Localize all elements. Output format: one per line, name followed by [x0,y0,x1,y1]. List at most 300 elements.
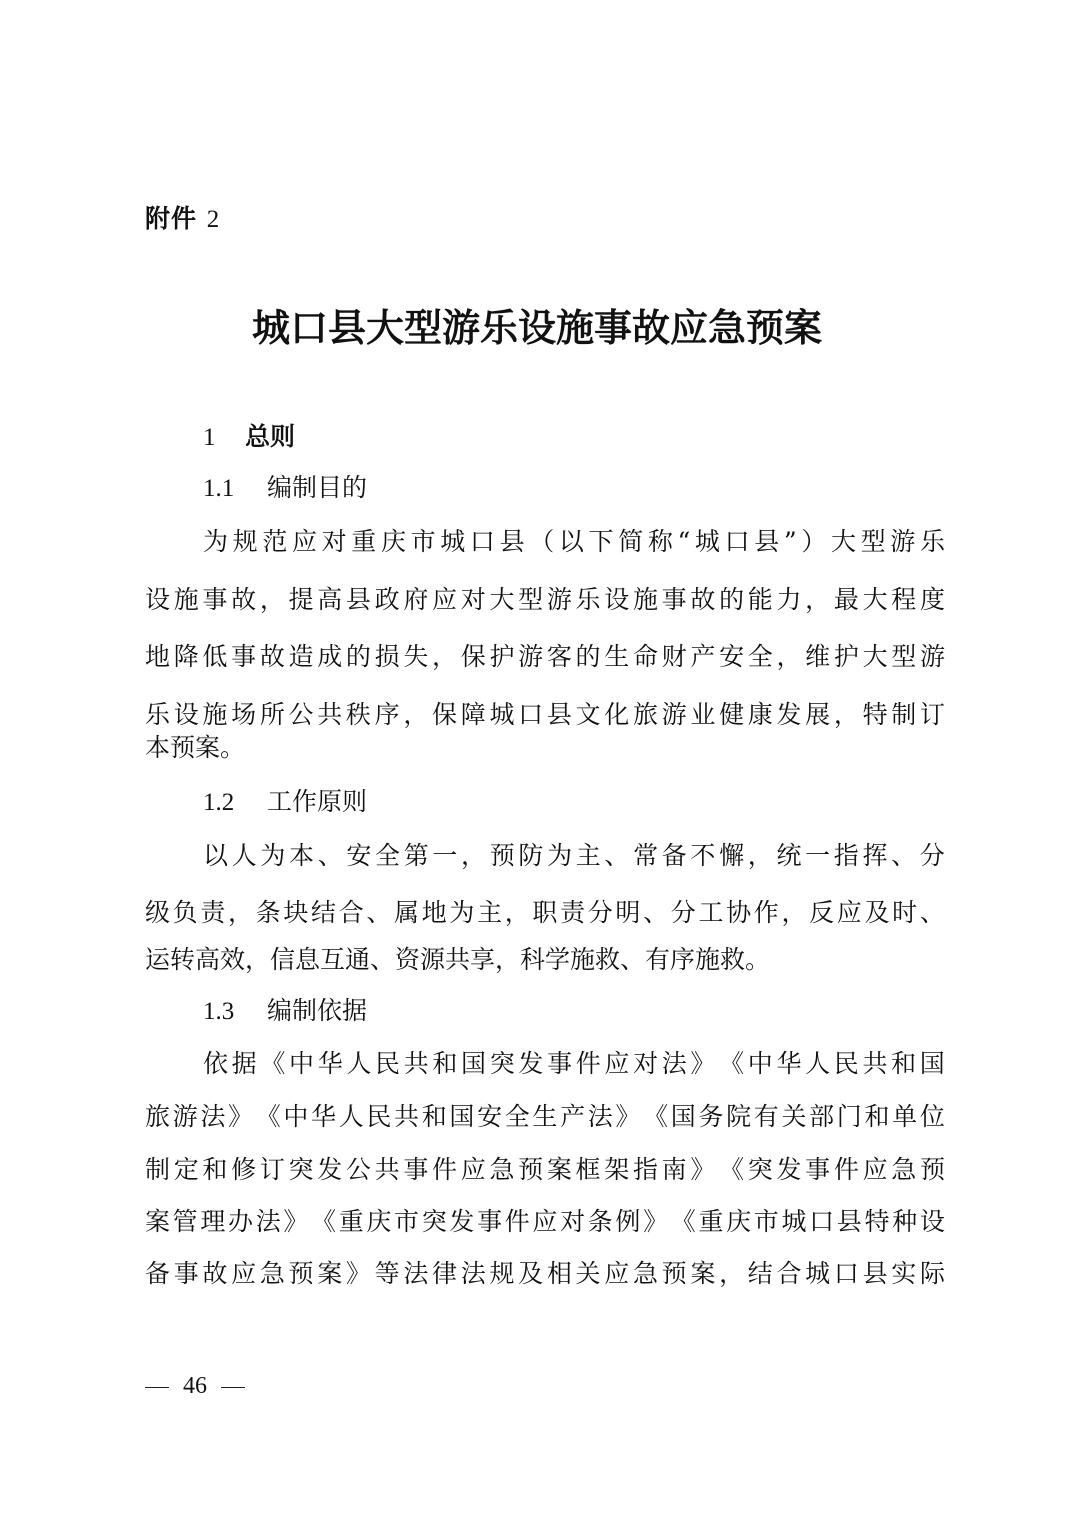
text-char: 口 [724,527,750,556]
text-char: 和 [421,1102,447,1131]
text-char: 人 [346,1049,372,1078]
text-char: 不 [690,841,716,870]
text-char: 框 [575,1155,601,1184]
text-char: 口 [469,527,495,556]
text-char: 游 [661,700,687,729]
text-char: 发 [518,1049,544,1078]
text-char: 案 [145,1207,171,1236]
text-char: 业 [690,700,716,729]
text-char: 事 [403,1155,429,1184]
text-char: 法 [661,1049,687,1078]
text-char: 、 [604,841,630,870]
footer-dash-right [221,1387,245,1388]
text-char: 协 [726,898,752,927]
text-char: 事 [547,1049,573,1078]
text-char: 所 [259,700,285,729]
text-char: 华 [311,1102,337,1131]
text-char: 全 [747,642,773,671]
text-char: 订 [919,700,945,729]
text-char: 展 [805,700,831,729]
text-char: 应 [460,1155,486,1184]
text-char: 下 [588,527,614,556]
paragraph-line [203,1044,945,1084]
text-char: 《 [670,1207,696,1236]
text-char: 》 [228,1102,254,1131]
text-char: 法 [460,1259,486,1288]
text-char: 共 [862,1049,888,1078]
text-char: 属 [394,898,420,927]
text-char: 县 [862,1259,888,1288]
text-char: 门 [836,1102,862,1131]
text-char: 大 [862,642,888,671]
text-char: 种 [892,1207,918,1236]
text-char: 应 [231,1259,257,1288]
text-char: 分 [919,841,945,870]
text-char: 块 [283,898,309,927]
text-char: 据 [231,1049,257,1078]
text-char: 人 [805,1049,831,1078]
text-char: 合 [338,898,364,927]
text-char: 乐 [575,585,601,614]
text-char: 民 [833,1049,859,1078]
text-char: 件 [504,1207,530,1236]
text-char: 造 [288,642,314,671]
text-char: 设 [919,1207,945,1236]
text-char: 作 [753,898,779,927]
text-char: 急 [891,1155,917,1184]
text-char: “ [677,527,691,556]
text-char: 游 [890,527,916,556]
text-char: 懈 [719,841,745,870]
text-char: 单 [892,1102,918,1131]
text-char: 民 [375,1049,401,1078]
text-char: 损 [374,642,400,671]
text-char: 急 [259,1259,285,1288]
text-char: 力 [776,585,802,614]
text-char: 能 [747,585,773,614]
text-char: 命 [632,642,658,671]
text-char: 《 [643,1102,669,1131]
text-char: 序 [374,700,400,729]
text-char: 发 [776,1155,802,1184]
text-char: 、 [891,841,917,870]
paragraph-line [145,637,945,677]
text-char: 《 [719,1155,745,1184]
paragraph-line [145,580,945,620]
text-char: 游 [919,642,945,671]
paragraph-line [145,1254,945,1294]
paragraph-line [145,1097,945,1137]
attachment-label [145,199,220,240]
text-char: 部 [809,1102,835,1131]
text-char: 发 [317,1155,343,1184]
text-char: 施 [632,585,658,614]
text-char: 康 [747,700,773,729]
section-title: 工作原则 [267,787,368,816]
text-char: 人 [338,1102,364,1131]
text-char: 中 [747,1049,773,1078]
text-char: 及 [518,1259,544,1288]
text-char: 急 [632,1259,658,1288]
text-char: 文 [575,700,601,729]
text-char: ， [461,841,487,870]
text-char: 县 [754,527,780,556]
text-char: 乐 [919,527,945,556]
text-char: 例 [615,1207,641,1236]
text-char: （ [529,527,555,556]
text-char: 《 [260,1049,286,1078]
text-char: 故 [202,1259,228,1288]
text-char: 保 [432,700,458,729]
text-char: 条 [587,1207,613,1236]
text-char: 口 [518,700,544,729]
text-char: 结 [747,1259,773,1288]
text-char: 施 [202,700,228,729]
text-char: 城 [694,527,720,556]
text-char: 府 [403,585,429,614]
text-char: 修 [231,1155,257,1184]
text-char: 产 [690,642,716,671]
text-char: 华 [776,1049,802,1078]
text-char: 《 [719,1049,745,1078]
text-char: 生 [532,1102,558,1131]
text-char: 实 [891,1259,917,1288]
section-number: 1.3 [203,998,235,1025]
text-char: 挥 [862,841,888,870]
text-char: 负 [172,898,198,927]
text-char: 重 [351,527,377,556]
text-char: 称 [647,527,673,556]
text-char: 应 [432,585,458,614]
text-char: 安 [346,841,372,870]
text-char: 降 [173,642,199,671]
text-char: 生 [604,642,630,671]
text-char: 一 [805,841,831,870]
text-char: 规 [232,527,258,556]
text-char: 失 [403,642,429,671]
text-char: 国 [461,1049,487,1078]
page-number: 46 [183,1373,207,1399]
text-char: 应 [862,1155,888,1184]
text-char: 城 [781,1207,807,1236]
text-char: 南 [661,1155,687,1184]
text-char: 重 [338,1207,364,1236]
text-char: 级 [145,898,171,927]
text-char: 应 [291,527,317,556]
text-char: 预 [288,1259,314,1288]
text-char: 法 [255,1207,281,1236]
text-char: 县 [836,1207,862,1236]
text-char: 及 [864,898,890,927]
paragraph-line [203,522,945,562]
text-char: 和 [864,1102,890,1131]
text-char: 相 [546,1259,572,1288]
text-char: ， [805,585,831,614]
text-char: 庆 [726,1207,752,1236]
text-char: 故 [259,642,285,671]
paragraph-line [145,1202,945,1242]
text-char: 人 [231,841,257,870]
text-char: 预 [489,841,515,870]
text-char: 规 [489,1259,515,1288]
section-number: 1.2 [203,789,235,816]
text-char: 应 [532,1207,558,1236]
text-char: 件 [432,1155,458,1184]
paragraph-line: 运转高效，信息互通、资源共享，科学施救、有序施救。 [145,945,771,974]
text-char: 安 [477,1102,503,1131]
text-char: 庆 [366,1207,392,1236]
text-char: 县 [546,700,572,729]
text-char: 、 [366,898,392,927]
text-char: 和 [202,1155,228,1184]
text-char: 突 [288,1155,314,1184]
text-char: 公 [288,700,314,729]
text-char: 县 [345,585,371,614]
text-char: 》 [690,1155,716,1184]
text-char: 产 [560,1102,586,1131]
text-char: 范 [262,527,288,556]
text-char: 、 [919,898,945,927]
text-char: 的 [345,642,371,671]
text-char: 法 [587,1102,613,1131]
text-char: 责 [200,898,226,927]
text-char: 公 [345,1155,371,1184]
text-char: 指 [632,1155,658,1184]
text-char: 急 [489,1155,515,1184]
text-char: 分 [670,898,696,927]
text-char: 突 [489,1049,515,1078]
text-char: 乐 [145,700,171,729]
text-char: 大 [862,585,888,614]
text-char: 特 [862,700,888,729]
text-char: 应 [604,1049,630,1078]
section-title: 编制依据 [267,996,368,1025]
text-char: 架 [604,1155,630,1184]
text-char: 设 [173,700,199,729]
text-char: 游 [172,1102,198,1131]
text-char: 分 [587,898,613,927]
text-char: ， [403,700,429,729]
text-char: 保 [460,642,486,671]
text-char: 对 [560,1207,586,1236]
text-char: 护 [833,642,859,671]
text-char: 旅 [632,700,658,729]
text-char: 为 [203,527,229,556]
text-char: 游 [518,642,544,671]
text-char: 型 [860,527,886,556]
text-char: 法 [200,1102,226,1131]
text-char: 安 [719,642,745,671]
text-char: 共 [394,1102,420,1131]
text-char: 等 [374,1259,400,1288]
text-char: 理 [200,1207,226,1236]
text-char: 件 [833,1155,859,1184]
paragraph-line [203,836,945,876]
text-char: 定 [173,1155,199,1184]
text-char: 为 [260,841,286,870]
section-heading-1 [203,417,295,458]
text-char: 的 [575,642,601,671]
text-char: 发 [449,1207,475,1236]
text-char: ， [719,1259,745,1288]
text-char: 事 [202,585,228,614]
paragraph-line [145,893,945,933]
text-char: 》 [345,1259,371,1288]
text-char: 民 [366,1102,392,1131]
text-char: 案 [546,1155,572,1184]
text-char: 和 [432,1049,458,1078]
text-char: 市 [394,1207,420,1236]
text-char: 事 [661,585,687,614]
text-char: 健 [719,700,745,729]
text-char: 合 [776,1259,802,1288]
text-char: 对 [321,527,347,556]
text-char: 关 [781,1102,807,1131]
text-char: 》 [690,1049,716,1078]
text-char: 律 [432,1259,458,1288]
text-char: ， [259,585,285,614]
text-char: 国 [919,1049,945,1078]
text-char: ） [801,527,827,556]
text-char: 务 [698,1102,724,1131]
text-char: 办 [228,1207,254,1236]
text-char: 国 [449,1102,475,1131]
text-char: 事 [477,1207,503,1236]
text-char: 主 [477,898,503,927]
text-char: 中 [289,1049,315,1078]
text-char: 度 [919,585,945,614]
text-char: 庆 [380,527,406,556]
text-char: 第 [403,841,429,870]
text-char: 设 [145,585,171,614]
text-char: 高 [317,585,343,614]
text-char: 职 [532,898,558,927]
text-char: ， [833,700,859,729]
text-char: 共 [403,1049,429,1078]
text-char: 障 [460,700,486,729]
text-char: 明 [615,898,641,927]
document-title: 城口县大型游乐设施事故应急预案 [251,305,822,350]
attachment-text: 附件 [145,204,198,233]
text-char: 管 [172,1207,198,1236]
text-char: 应 [604,1259,630,1288]
section-heading-1-1 [203,468,367,509]
text-char: 《 [311,1207,337,1236]
text-char: 有 [753,1102,779,1131]
text-char: 预 [661,1259,687,1288]
text-char: 以 [203,841,229,870]
text-char: 城 [440,527,466,556]
text-char: 特 [864,1207,890,1236]
text-char: 订 [259,1155,285,1184]
text-char: 、 [317,841,343,870]
text-char: 常 [633,841,659,870]
text-char: 制 [891,700,917,729]
text-char: 中 [283,1102,309,1131]
section-number: 1 [203,424,216,451]
text-char: 城 [805,1259,831,1288]
text-char: 秩 [345,700,371,729]
text-char: 故 [231,585,257,614]
text-char: 备 [145,1259,171,1288]
text-char: 案 [317,1259,343,1288]
text-char: 对 [460,585,486,614]
text-char: 发 [776,700,802,729]
text-char: 》 [615,1102,641,1131]
text-char: 依 [203,1049,229,1078]
text-char: 口 [833,1259,859,1288]
text-char: ， [504,898,530,927]
text-char: 》 [283,1207,309,1236]
text-char: 突 [747,1155,773,1184]
text-char: 结 [311,898,337,927]
text-char: 大 [489,585,515,614]
text-char: 最 [833,585,859,614]
text-char: 一 [432,841,458,870]
text-char: 对 [633,1049,659,1078]
text-char: ” [783,527,797,556]
text-char: 市 [753,1207,779,1236]
text-char: 护 [489,642,515,671]
text-char: 市 [410,527,436,556]
text-char: 财 [661,642,687,671]
text-char: 地 [145,642,171,671]
text-char: 为 [449,898,475,927]
text-char: 国 [670,1102,696,1131]
text-char: 型 [518,585,544,614]
text-char: 事 [805,1155,831,1184]
text-char: 游 [546,585,572,614]
text-char: 城 [489,700,515,729]
text-char: 时 [892,898,918,927]
section-heading-1-2 [203,782,367,823]
text-char: 客 [546,642,572,671]
text-char: 场 [231,700,257,729]
text-char: 地 [421,898,447,927]
text-char: 重 [698,1207,724,1236]
section-title: 总则 [245,422,296,451]
text-char: 院 [726,1102,752,1131]
text-char: 华 [317,1049,343,1078]
text-char: 反 [809,898,835,927]
text-char: 法 [403,1259,429,1288]
text-char: 型 [891,642,917,671]
text-char: 事 [173,1259,199,1288]
paragraph-line [145,1150,945,1190]
attachment-number: 2 [206,206,221,233]
text-char: 防 [518,841,544,870]
text-char: 以 [558,527,584,556]
section-title: 编制目的 [267,473,368,502]
page-footer [145,1366,245,1406]
paragraph-line: 本预案。 [145,733,246,762]
text-char: 设 [604,585,630,614]
text-char: 突 [421,1207,447,1236]
text-char: 成 [317,642,343,671]
text-char: 应 [836,898,862,927]
text-char: 位 [919,1102,945,1131]
text-char: ， [228,898,254,927]
text-char: 和 [891,1049,917,1078]
text-char: 维 [805,642,831,671]
text-char: ， [432,642,458,671]
text-char: 故 [690,585,716,614]
text-char: ， [747,841,773,870]
text-char: 预 [518,1155,544,1184]
text-char: 本 [289,841,315,870]
text-char: 际 [919,1259,945,1288]
text-char: 提 [288,585,314,614]
